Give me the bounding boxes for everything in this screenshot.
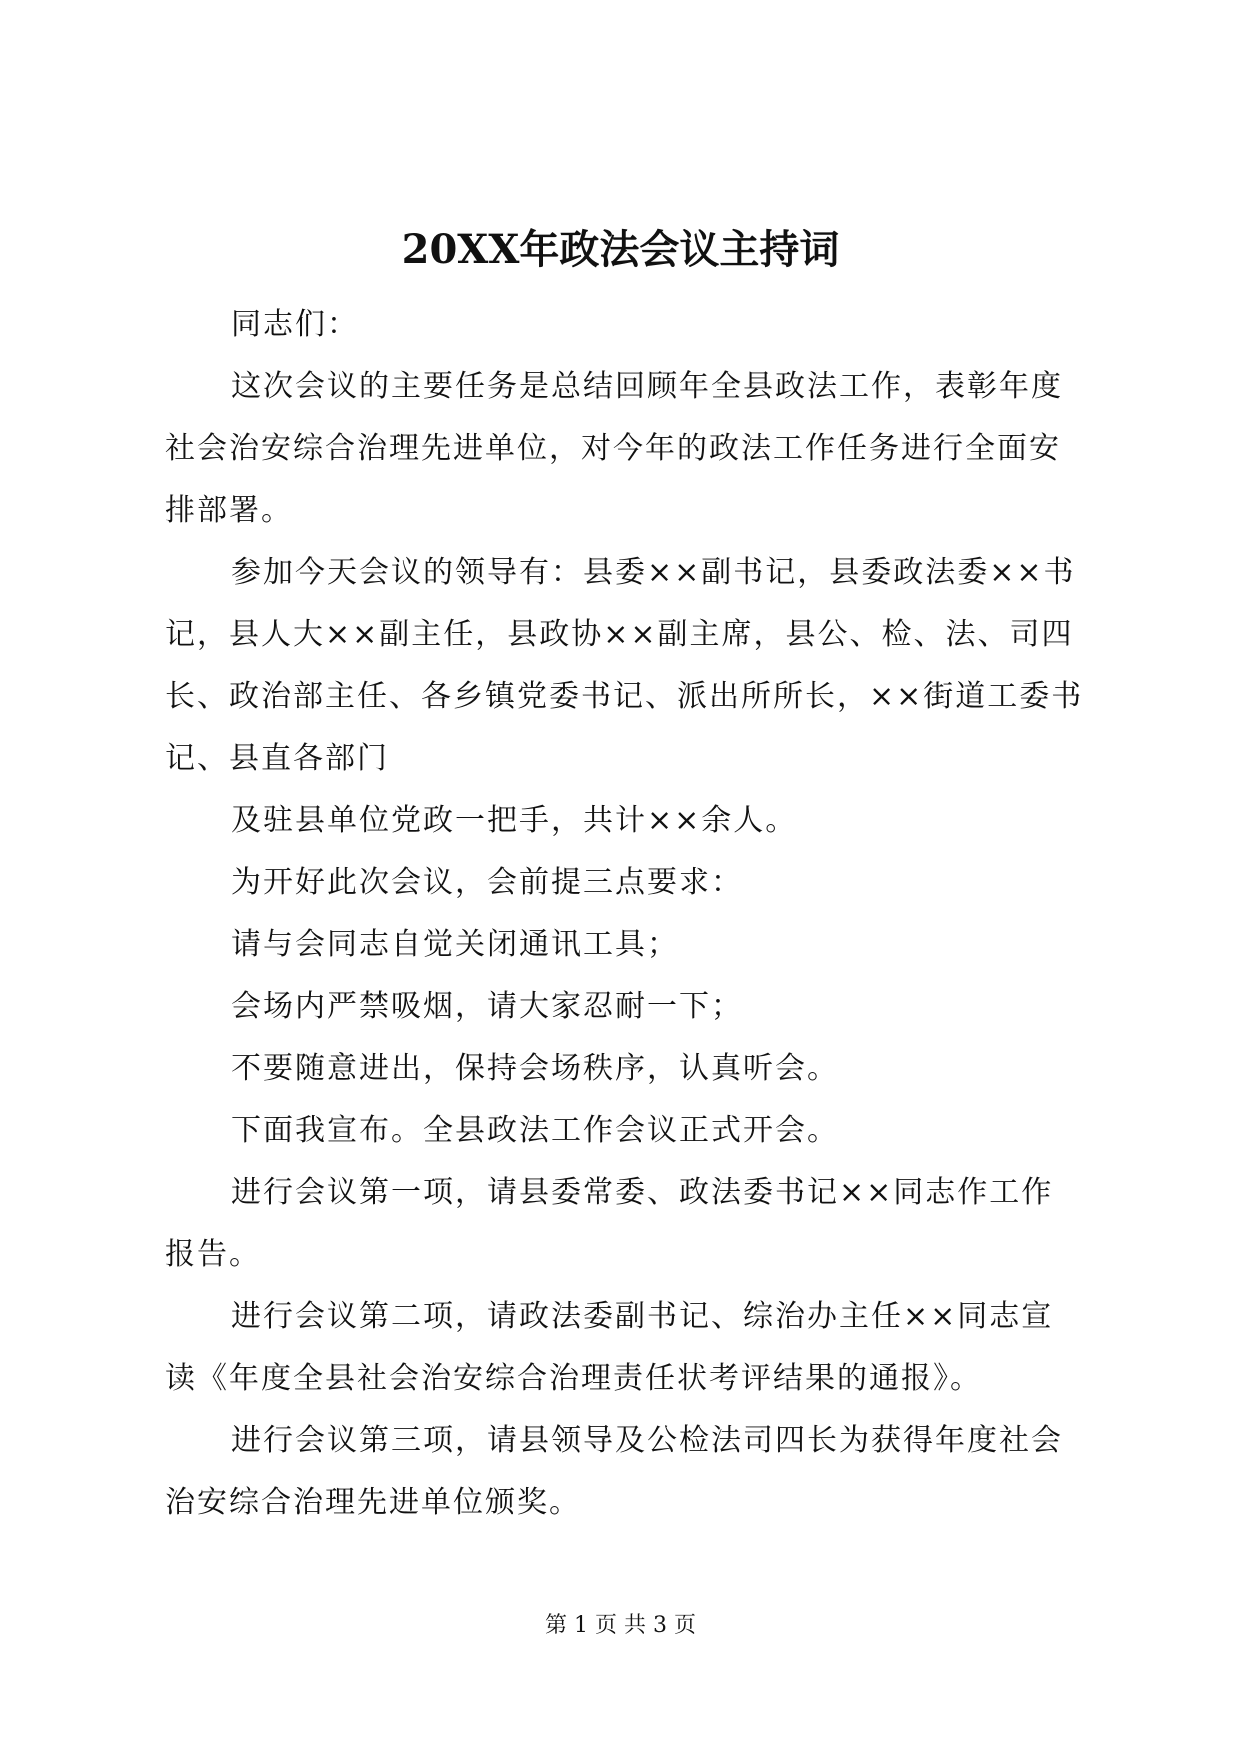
paragraph: 进行会议第二项，请政法委副书记、综治办主任××同志宣读《年度全县社会治安综合治理责任状考评结果的通报》。 (165, 1299, 1054, 1396)
paragraph: 下面我宣布。全县政法工作会议正式开会。 (231, 1113, 839, 1148)
paragraph: 进行会议第三项，请县领导及公检法司四长为获得年度社会治安综合治理先进单位颁奖。 (165, 1423, 1063, 1520)
paragraph: 为开好此次会议，会前提三点要求： (231, 865, 743, 900)
paragraph: 及驻县单位党政一把手，共计××余人。 (231, 803, 798, 838)
paragraph: 请与会同志自觉关闭通讯工具； (231, 927, 679, 962)
page-title: 20XX年政法会议主持词 (401, 226, 840, 273)
paragraph: 同志们： (231, 307, 359, 342)
page-number-footer: 第 1 页 共 3 页 (545, 1613, 696, 1638)
document-body (165, 294, 1085, 1534)
paragraph: 进行会议第一项，请县委常委、政法委书记××同志作工作报告。 (165, 1175, 1054, 1272)
paragraph: 会场内严禁吸烟，请大家忍耐一下； (231, 989, 743, 1024)
paragraph: 参加今天会议的领导有：县委××副书记，县委政法委××书记，县人大××副主任，县政协××副主席，县公、检、法、司四长、政治部主任、各乡镇党委书记、派出所所长，××街道工委书记、县直各部门 (165, 555, 1084, 776)
paragraph: 不要随意进出，保持会场秩序，认真听会。 (231, 1051, 839, 1086)
paragraph: 这次会议的主要任务是总结回顾年全县政法工作，表彰年度社会治安综合治理先进单位，对今年的政法工作任务进行全面安排部署。 (165, 369, 1063, 528)
